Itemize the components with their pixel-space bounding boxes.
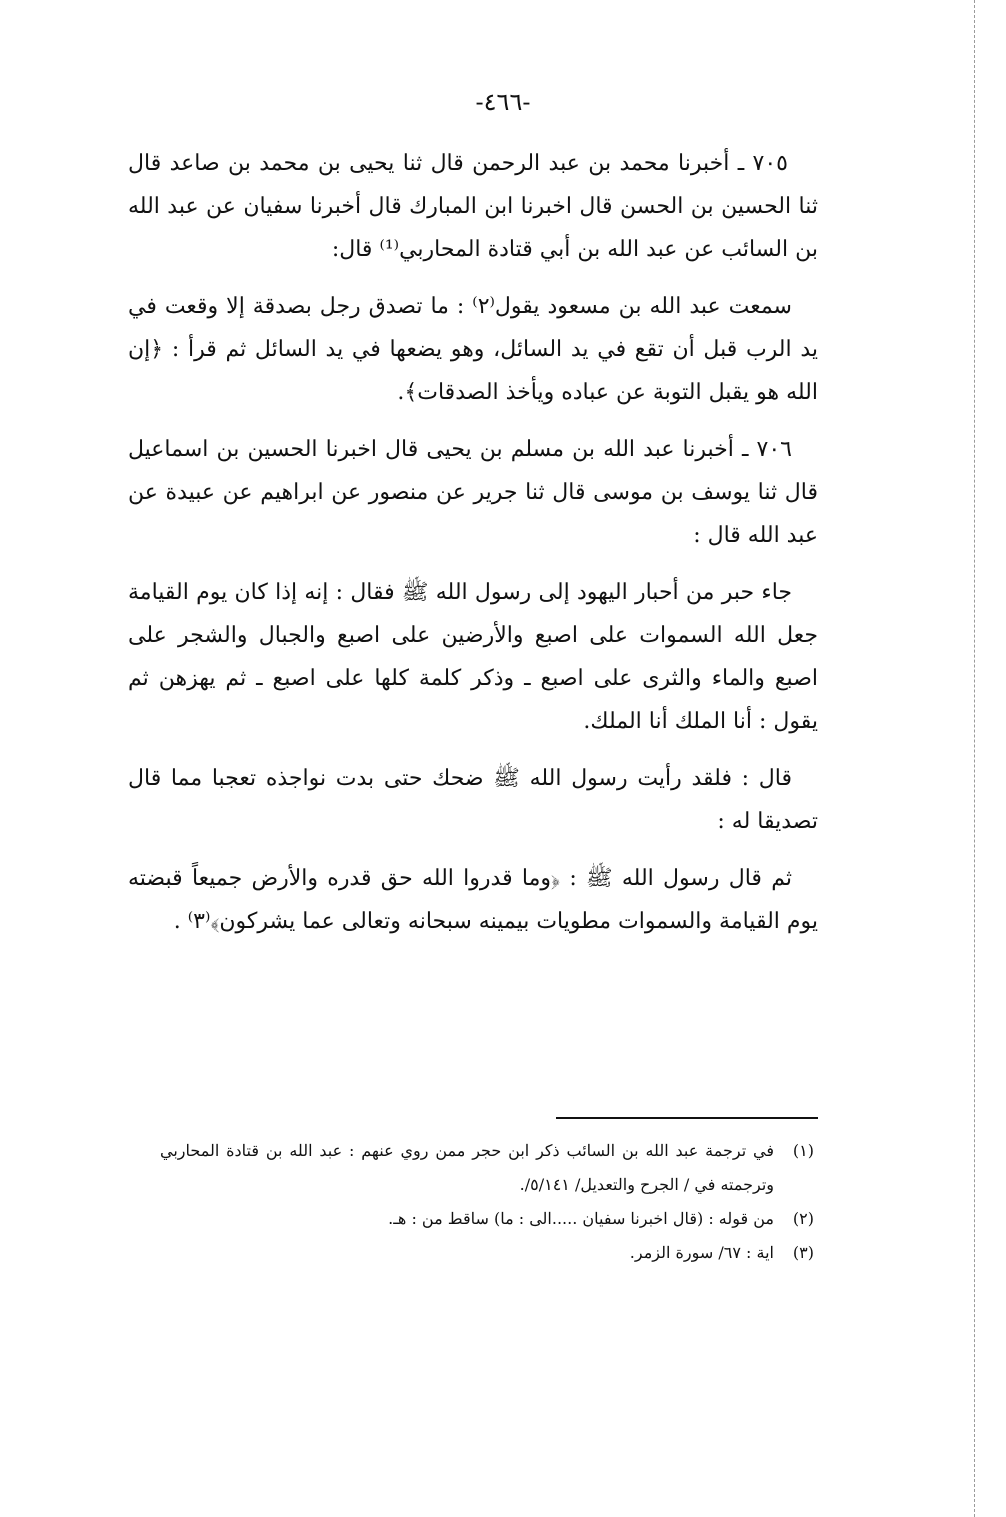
main-text	[128, 142, 818, 957]
footnote-text: من قوله : (قال اخبرنا سفيان .....الى : ما) ساقط من : هـ.	[388, 1209, 774, 1228]
page-number: -٤٦٦-	[475, 88, 531, 116]
paragraph-rabbi-account: جاء حبر من أحبار اليهود إلى رسول الله ﷺ فقال : إنه إذا كان يوم القيامة جعل الله السموات على اصبع والأرضين على اصبع والجبال والشجر على اصبع والماء والثرى على اصبع ـ وذكر كلمة كلها على اصبع ـ ثم يهزهن ثم يقول : أنا الملك أنا الملك.	[128, 580, 818, 734]
footnote-separator	[556, 1117, 818, 1119]
footnote-text: اية : ٦٧/ سورة الزمر.	[629, 1243, 774, 1262]
footnote-text: في ترجمة عبد الله بن السائب ذكر ابن حجر ممن روي عنهم : عبد الله بن قتادة المحاربي وترجمته في / الجرح والتعديل/ ٥/١٤١/.	[160, 1141, 774, 1194]
page-edge-line	[974, 0, 975, 1517]
footnote-marker: (٣)	[792, 1243, 814, 1262]
footnote-1	[160, 1134, 814, 1202]
paragraph-hadith-705: ٧٠٥ ـ أخبرنا محمد بن عبد الرحمن قال ثنا يحيى بن محمد بن صاعد قال ثنا الحسين بن الحسن قال اخبرنا ابن المبارك قال أخبرنا سفيان عن عبد الله بن السائب عن عبد الله بن أبي قتادة المحاربي⁽¹⁾ قال:	[128, 151, 818, 262]
footnote-2	[160, 1202, 814, 1236]
paragraph-quran-recitation: ثم قال رسول الله ﷺ : ﴿وما قدروا الله حق قدره والأرض جميعاً قبضته يوم القيامة والسموات مطويات بيمينه سبحانه وتعالى عما يشركون﴾⁽٣⁾ .	[128, 866, 818, 934]
footnote-3	[160, 1236, 814, 1270]
paragraph-ibn-masud-saying: سمعت عبد الله بن مسعود يقول⁽٢⁾ : ما تصدق رجل بصدقة إلا وقعت في يد الرب قبل أن تقع في يد السائل، وهو يضعها في يد السائل ثم قرأ : ﴿إن الله هو يقبل التوبة عن عباده ويأخذ الصدقات﴾.	[128, 294, 818, 405]
footnote-marker: (١)	[792, 1141, 814, 1160]
footnotes	[160, 1134, 814, 1270]
paragraph-prophet-laughed: قال : فلقد رأيت رسول الله ﷺ ضحك حتى بدت نواجذه تعجبا مما قال تصديقا له :	[128, 766, 818, 834]
paragraph-hadith-706: ٧٠٦ ـ أخبرنا عبد الله بن مسلم بن يحيى قال اخبرنا الحسين بن اسماعيل قال ثنا يوسف بن موسى قال ثنا جرير عن منصور عن ابراهيم عن عبيدة عن عبد الله قال :	[128, 437, 818, 548]
footnote-marker: (٢)	[792, 1209, 814, 1228]
